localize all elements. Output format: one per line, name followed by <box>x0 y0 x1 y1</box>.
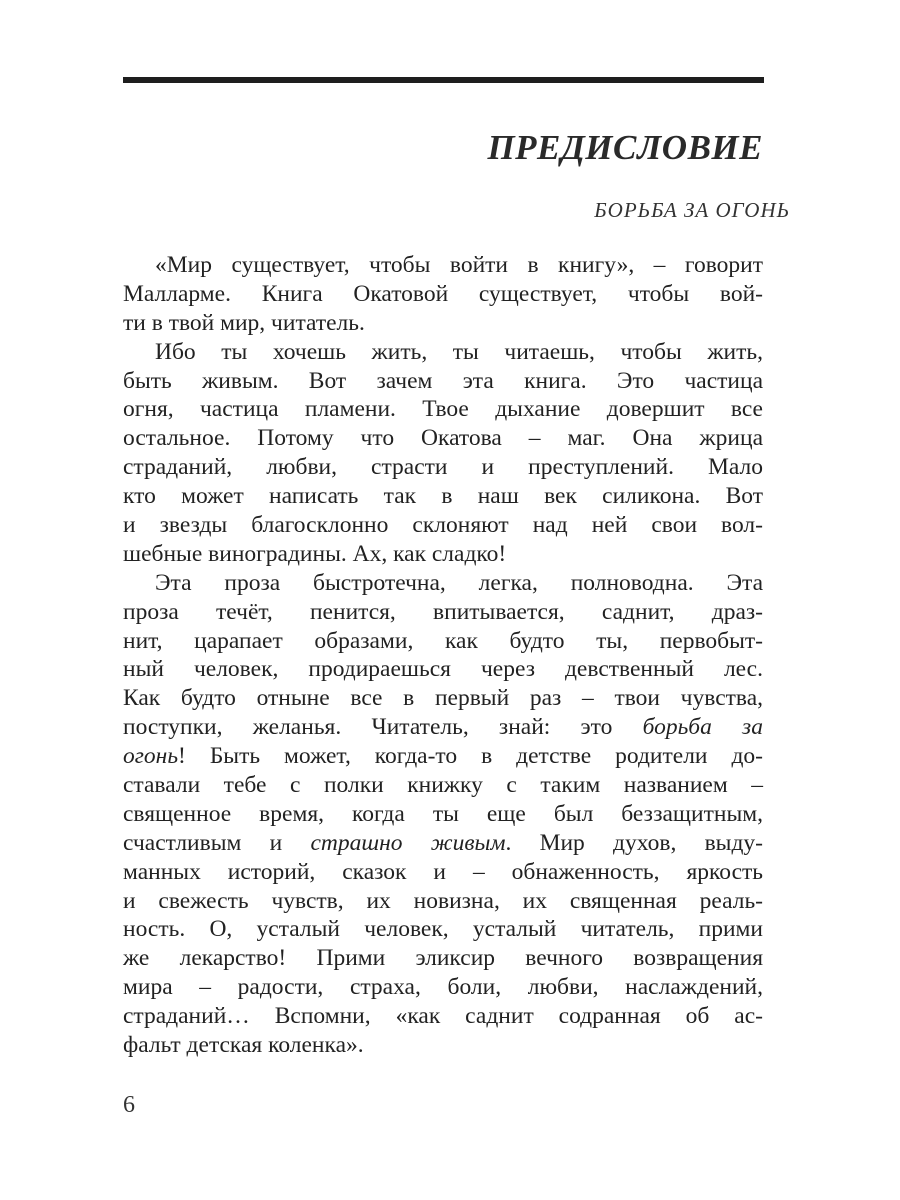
text-segment: мира – радости, страха, боли, любви, наслаждений, <box>123 974 763 1001</box>
text-segment: огня, частица пламени. Твое дыхание довершит все <box>123 396 763 423</box>
text-segment: ти в твой мир, читатель. <box>123 309 365 336</box>
text-segment: же лекарство! Прими эликсир вечного возвращения <box>123 945 763 972</box>
text-segment: манных историй, сказок и – обнаженность, яркость <box>123 858 763 885</box>
text-line <box>123 367 763 396</box>
text-line <box>123 627 763 656</box>
text-line <box>123 684 763 713</box>
text-line <box>123 395 763 424</box>
text-line <box>123 800 763 829</box>
text-segment: проза течёт, пенится, впитывается, саднит, драз- <box>123 598 763 625</box>
text-line <box>123 915 763 944</box>
text-segment: Эта проза быстротечна, легка, полноводна. Эта <box>155 569 763 596</box>
text-segment: страданий… Вспомни, «как саднит содранная об ас- <box>123 1003 763 1030</box>
body-text <box>123 251 763 1060</box>
text-segment: счастливым и <box>123 829 311 856</box>
text-segment: Как будто отныне все в первый раз – твои чувства, <box>123 685 763 712</box>
text-line <box>123 482 763 511</box>
header-rule <box>123 77 764 83</box>
italic-text: борьба за <box>642 714 763 741</box>
text-segment: фальт детская коленка». <box>123 1032 364 1059</box>
text-segment: поступки, желанья. Читатель, знай: это <box>123 714 643 741</box>
text-line <box>123 771 763 800</box>
chapter-title: ПРЕДИСЛОВИЕ <box>487 128 763 167</box>
text-line <box>123 944 763 973</box>
text-segment: страданий, любви, страсти и преступлений. Мало <box>123 454 763 481</box>
italic-text: огонь <box>123 743 179 770</box>
text-line <box>123 540 763 569</box>
text-line <box>123 511 763 540</box>
text-line <box>123 1031 763 1060</box>
text-segment: кто может написать так в наш век силикона. Вот <box>123 483 763 510</box>
text-segment: ставали тебе с полки книжку с таким названием – <box>123 772 763 799</box>
text-line <box>123 887 763 916</box>
text-line <box>123 424 763 453</box>
text-segment: . Мир духов, выду- <box>505 829 763 856</box>
text-line <box>123 251 763 280</box>
text-line <box>123 569 763 598</box>
text-segment: и звезды благосклонно склоняют над ней свои вол- <box>123 512 763 539</box>
text-segment: остальное. Потому что Окатова – маг. Она жрица <box>123 425 763 452</box>
text-line <box>123 713 763 742</box>
text-segment: ный человек, продираешься через девственный лес. <box>123 656 763 683</box>
text-line <box>123 598 763 627</box>
text-line <box>123 280 763 309</box>
text-line <box>123 453 763 482</box>
text-segment: Малларме. Книга Окатовой существует, чтобы вой- <box>123 280 763 307</box>
text-segment: Ибо ты хочешь жить, ты читаешь, чтобы жить, <box>155 338 763 365</box>
text-line <box>123 829 763 858</box>
text-segment: и свежесть чувств, их новизна, их священная реаль- <box>123 887 763 914</box>
text-segment: священное время, когда ты еще был беззащитным, <box>123 800 763 827</box>
page-number: 6 <box>123 1092 135 1118</box>
text-line <box>123 309 763 338</box>
text-segment: ность. О, усталый человек, усталый читатель, прими <box>123 916 763 943</box>
text-line <box>123 1002 763 1031</box>
text-segment: нит, царапает образами, как будто ты, первобыт- <box>123 627 763 654</box>
text-line <box>123 655 763 684</box>
italic-text: страшно живым <box>310 829 506 856</box>
text-segment: шебные виноградины. Ах, как сладко! <box>123 540 507 567</box>
text-segment: «Мир существует, чтобы войти в книгу», – говорит <box>155 252 763 278</box>
text-line <box>123 973 763 1002</box>
chapter-subtitle: БОРЬБА ЗА ОГОНЬ <box>594 198 790 222</box>
text-segment: ! Быть может, когда-то в детстве родители до- <box>178 743 763 770</box>
text-line <box>123 742 763 771</box>
text-segment: быть живым. Вот зачем эта книга. Это частица <box>123 367 763 394</box>
text-line <box>123 858 763 887</box>
text-line <box>123 338 763 367</box>
